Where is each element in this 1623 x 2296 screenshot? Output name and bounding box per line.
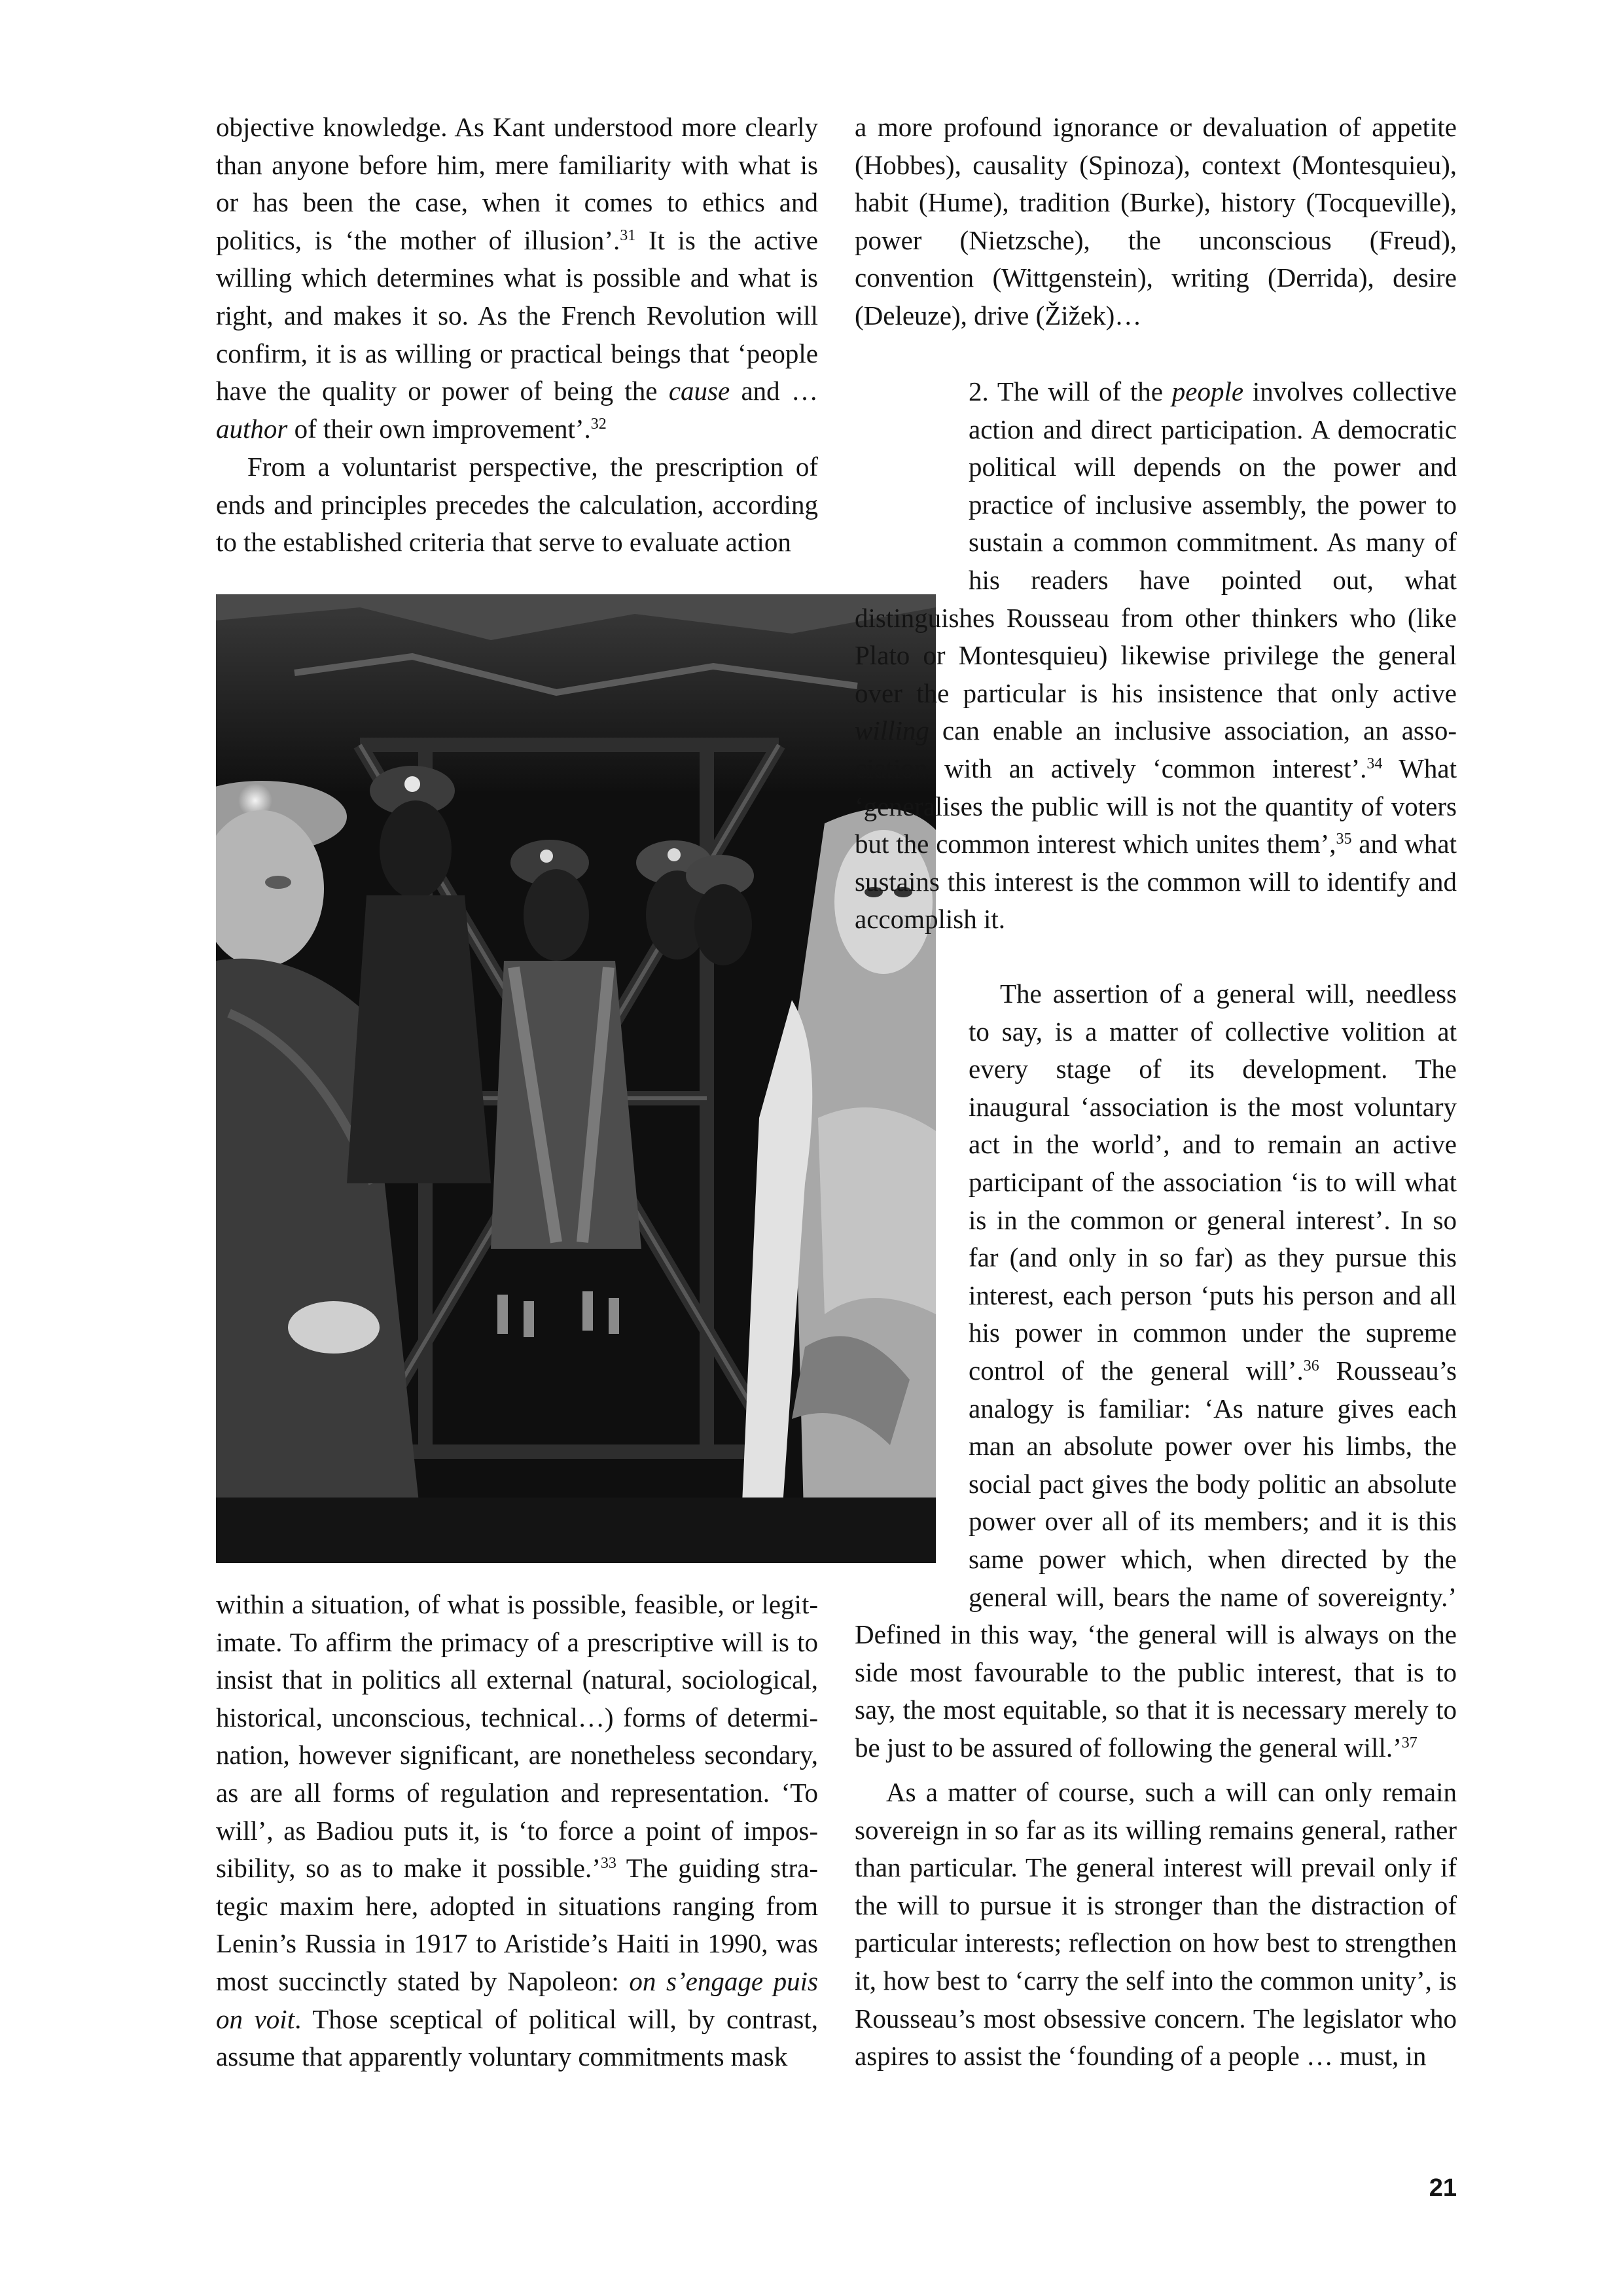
footnote-ref-34: 34	[1366, 755, 1383, 772]
text-run: From a voluntarist perspective, the prescription of ends and principles precedes the calculation, according to the established criteria that serve to evaluate action	[216, 452, 818, 558]
footnote-ref-33: 33	[600, 1855, 616, 1873]
text-run: The assertion of a general will, needless to say, is a matter of collective volition at every stage of its development. The inaugural ‘association is the most voluntary act in the world’, and to remain an active participant of the association ‘is to will what is in the common or general interest’. In so far (and only in so far) as they pursue this interest, each person ‘puts his person and all his power in common under the supreme control of the general will’.	[969, 978, 1457, 1386]
text-run: . Those sceptical of political will, by contrast, assume that apparently voluntary commitments mask	[216, 2003, 819, 2072]
emphasis-author: author	[216, 413, 288, 444]
text-run: involves collective action and direct participation. A democratic political will depends on the power and practice of inclusive assembly, the power to sustain a common commitment. As many of his readers have pointed out, what distinguishes Rousseau from other thinkers who (like Plato or Montesquieu) likewise privilege the general over the particular is his insistence that only active	[855, 376, 1457, 708]
photo-wrap-spacer	[855, 975, 969, 1579]
page-number: 21	[1429, 2174, 1457, 2202]
column2-paragraph-1	[855, 109, 1457, 335]
mine-photo-image	[216, 594, 936, 1563]
footnote-ref-32: 32	[590, 415, 607, 433]
text-run: and …	[730, 376, 818, 406]
footnote-ref-36: 36	[1303, 1357, 1319, 1374]
text-run: 2. The will of the	[969, 376, 1172, 406]
emphasis-people: people	[1171, 376, 1244, 406]
column2-paragraph-2	[855, 373, 1457, 939]
column1-paragraph-2	[216, 448, 818, 562]
column1-paragraph-3	[216, 1586, 818, 2076]
text-run: of their own improvement’.	[287, 413, 591, 444]
emphasis-willing: willing	[855, 715, 929, 746]
text-run: and what sustains this interest is the common will to identify and accomplish it.	[855, 829, 1457, 935]
text-run: The guiding strategic maxim here, adopted in situations ranging from Lenin’s Russia in 1917 to Aristide’s Haiti in 1990, was most succinctly stated by Napoleon:	[216, 1853, 818, 1996]
emphasis-cause: cause	[668, 376, 730, 406]
emphasis-napoleon-maxim: on s’engage puis on voit	[216, 1965, 818, 2034]
text-run: As a matter of course, such a will can only remain sovereign in so far as its willing remains general, rather than particular. The general interest will prevail only if the will to pursue it is stronger than the distraction of particular interests; reflection on how best to strengthen it, how best to ‘carry the self into the common unity’, is Rousseau’s most obsessive concern. The legislator who aspires to assist the ‘founding of a people … must, in	[855, 1777, 1457, 2072]
text-run: a more profound ignorance or devaluation of appetite (Hobbes), causality (Spinoza), context (Montesquieu), habit (Hume), tradition (Burke), history (Tocqueville), power (Nietzsche), the unconscious (Freud), convention (Wittgenstein), writing (Derrida), desire (Deleuze), drive (Žižek)…	[855, 112, 1457, 331]
text-run: can enable an inclusive association, an association with an actively ‘common interest’.	[855, 715, 1457, 783]
text-run: Rousseau’s analogy is familiar: ‘As nature gives each man an absolute power over his limbs, the social pact gives the body politic an absolute power over all of its members; and it is this same power which, when directed by the general will, bears the name of sovereignty.’ Defined in this way, ‘the general will is always on the side most favourable to the public interest, that is to say, the most equitable, so that it is necessary merely to be just to be assured of following the general will.’	[855, 1355, 1457, 1763]
text-run: It is the active willing which determines what is possible and what is right, and makes it so. As the French Revolution will confirm, it is as willing or practical beings that ‘people have the quality or power of being the	[216, 224, 818, 406]
column1-paragraph-1	[216, 109, 818, 448]
photo-wrap-spacer	[855, 373, 969, 562]
text-run: objective knowledge. As Kant understood more clearly than anyone before him, mere familiarity with what is or has been the case, when it comes to ethics and politics, is ‘the mother of illusion’.	[216, 112, 818, 255]
footnote-ref-31: 31	[620, 226, 636, 244]
column2-paragraph-3	[855, 975, 1457, 1767]
column2-paragraph-4	[855, 1774, 1457, 2075]
text-run: What ‘generalises the public will is not the quantity of voters but the common interest which unites them’,	[855, 753, 1457, 859]
footnote-ref-35: 35	[1336, 831, 1352, 848]
mine-photo	[216, 594, 936, 1563]
text-run: within a situation, of what is possible, feasible, or legitimate. To affirm the primacy of a prescriptive will is to insist that in politics all external (natural, sociological, historical, unconscious, technical…) forms of determination, however significant, are nonetheless secondary, as are all forms of regulation and representation. ‘To will’, as Badiou puts it, is ‘to force a point of impossibility, so as to make it possible.’	[216, 1589, 818, 1884]
footnote-ref-37: 37	[1401, 1734, 1418, 1751]
